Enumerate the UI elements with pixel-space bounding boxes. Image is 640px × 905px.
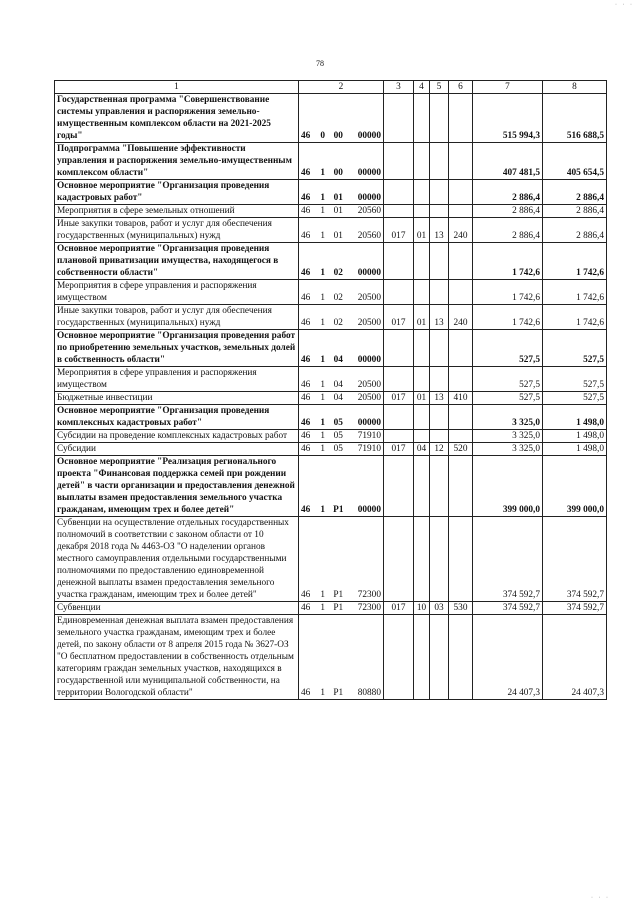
row-col4-cell: 01: [414, 218, 430, 243]
row-col5-cell: [430, 330, 449, 367]
code-parts: [301, 167, 381, 179]
row-col3-cell: [384, 430, 414, 443]
row-value-2021-cell: 374 592,7: [473, 517, 543, 602]
code-part: 46: [301, 444, 311, 454]
row-col3-cell: 017: [384, 392, 414, 405]
code-part: 00000: [357, 193, 381, 203]
row-col5-cell: [430, 94, 449, 143]
code-parts: [301, 443, 381, 455]
code-part: P1: [333, 688, 344, 698]
row-col6-cell: [449, 430, 473, 443]
row-value-2022-cell: 24 407,3: [543, 615, 607, 700]
row-code-cell: [299, 180, 384, 205]
row-col3-cell: [384, 330, 414, 367]
code-part: 72300: [357, 603, 381, 613]
code-parts: [301, 379, 381, 391]
code-part: 01: [333, 231, 343, 241]
row-col5-cell: 13: [430, 392, 449, 405]
row-name-cell: Субвенции на осуществление отдельных государственных полномочий в соответствии с законом области от 10 декабря 2018 года № 4463-ОЗ "О наделении органов местного самоуправления отдельными государственными полномочиями по предоставлению единовременной денежной выплаты взамен предоставления земельного участка гражданам, имеющим трех и более детей": [55, 517, 299, 602]
table-row: [55, 305, 607, 330]
code-part: 46: [301, 131, 311, 141]
code-part: 1: [320, 318, 325, 328]
code-parts: [301, 230, 381, 242]
row-name-cell: Подпрограмма "Повышение эффективности управления и распоряжения земельно-имущественным комплексом области": [55, 143, 299, 180]
code-part: 46: [301, 688, 311, 698]
row-code-cell: [299, 615, 384, 700]
code-part: 20500: [357, 293, 381, 303]
code-part: 00000: [357, 268, 381, 278]
header-cell: 6: [449, 81, 473, 94]
code-part: P1: [333, 603, 344, 613]
row-value-2021-cell: 527,5: [473, 367, 543, 392]
code-part: 46: [301, 206, 311, 216]
code-part: 02: [333, 293, 343, 303]
row-value-2021-cell: 374 592,7: [473, 602, 543, 615]
row-code-cell: [299, 205, 384, 218]
row-value-2021-cell: 3 325,0: [473, 430, 543, 443]
row-col4-cell: 01: [414, 392, 430, 405]
row-col4-cell: [414, 205, 430, 218]
row-code-cell: [299, 443, 384, 456]
table-row: [55, 443, 607, 456]
code-parts: [301, 192, 381, 204]
row-col4-cell: 04: [414, 443, 430, 456]
row-value-2021-cell: 3 325,0: [473, 405, 543, 430]
code-part: 1: [320, 590, 325, 600]
code-part: 04: [333, 355, 343, 365]
code-part: 1: [320, 688, 325, 698]
row-value-2021-cell: 1 742,6: [473, 305, 543, 330]
code-parts: [301, 602, 381, 614]
header-cell: 4: [414, 81, 430, 94]
row-value-2021-cell: 407 481,5: [473, 143, 543, 180]
row-col5-cell: [430, 243, 449, 280]
code-part: 1: [320, 168, 325, 178]
row-col6-cell: [449, 330, 473, 367]
table-row: [55, 615, 607, 700]
row-col6-cell: 410: [449, 392, 473, 405]
code-part: 46: [301, 168, 311, 178]
code-parts: [301, 267, 381, 279]
table-row: [55, 143, 607, 180]
row-value-2022-cell: 1 742,6: [543, 243, 607, 280]
code-part: 20500: [357, 318, 381, 328]
row-value-2022-cell: 1 498,0: [543, 443, 607, 456]
row-col6-cell: [449, 367, 473, 392]
code-part: 00000: [357, 131, 381, 141]
code-part: 46: [301, 431, 311, 441]
table-row: [55, 456, 607, 517]
row-name-cell: Основное мероприятие "Организация проведения работ по приобретению земельных участков, земельных долей в собственность области": [55, 330, 299, 367]
code-part: 20560: [357, 231, 381, 241]
row-col6-cell: 530: [449, 602, 473, 615]
row-col3-cell: [384, 615, 414, 700]
row-col3-cell: [384, 367, 414, 392]
header-cell: 5: [430, 81, 449, 94]
code-parts: [301, 417, 381, 429]
row-col4-cell: [414, 405, 430, 430]
row-value-2022-cell: 374 592,7: [543, 517, 607, 602]
row-code-cell: [299, 367, 384, 392]
row-value-2022-cell: 374 592,7: [543, 602, 607, 615]
code-part: 1: [320, 355, 325, 365]
code-parts: [301, 205, 381, 217]
code-parts: [301, 392, 381, 404]
row-col5-cell: [430, 180, 449, 205]
row-col4-cell: [414, 430, 430, 443]
row-value-2021-cell: 3 325,0: [473, 443, 543, 456]
code-parts: [301, 317, 381, 329]
code-part: 00000: [357, 418, 381, 428]
code-part: 1: [320, 444, 325, 454]
row-code-cell: [299, 218, 384, 243]
row-col5-cell: [430, 280, 449, 305]
row-col4-cell: [414, 143, 430, 180]
row-name-cell: Государственная программа "Совершенствование системы управления и распоряжения земельно-имущественным комплексом области на 2021-2025 годы": [55, 94, 299, 143]
code-part: 1: [320, 603, 325, 613]
code-parts: [301, 130, 381, 142]
row-name-cell: Субвенции: [55, 602, 299, 615]
row-col4-cell: [414, 330, 430, 367]
code-part: 01: [333, 193, 343, 203]
row-value-2021-cell: 1 742,6: [473, 280, 543, 305]
row-col4-cell: [414, 517, 430, 602]
corner-mark-bottom: · · ·: [591, 895, 610, 901]
row-code-cell: [299, 456, 384, 517]
row-col3-cell: 017: [384, 602, 414, 615]
row-value-2022-cell: 527,5: [543, 330, 607, 367]
code-part: 1: [320, 418, 325, 428]
row-name-cell: Иные закупки товаров, работ и услуг для обеспечения государственных (муниципальных) нужд: [55, 218, 299, 243]
code-part: 00000: [357, 355, 381, 365]
code-part: 02: [333, 318, 343, 328]
row-value-2022-cell: 527,5: [543, 367, 607, 392]
row-col6-cell: 520: [449, 443, 473, 456]
budget-table: [54, 80, 607, 700]
row-name-cell: Основное мероприятие "Реализация регионального проекта "Финансовая поддержка семей при рождении детей" в части организации и предоставления денежной выплаты взамен предоставления земельного участка гражданам, имеющим трех и более детей": [55, 456, 299, 517]
code-part: 1: [320, 268, 325, 278]
row-col3-cell: [384, 205, 414, 218]
table-row: [55, 180, 607, 205]
header-cell: 2: [299, 81, 384, 94]
code-part: 1: [320, 393, 325, 403]
row-code-cell: [299, 430, 384, 443]
row-col5-cell: [430, 143, 449, 180]
code-part: 71910: [357, 431, 381, 441]
code-part: 0: [320, 131, 325, 141]
table-body: [55, 81, 607, 700]
row-col4-cell: [414, 180, 430, 205]
code-part: 1: [320, 293, 325, 303]
row-value-2021-cell: 24 407,3: [473, 615, 543, 700]
row-col5-cell: [430, 205, 449, 218]
code-part: 01: [333, 206, 343, 216]
code-part: 1: [320, 231, 325, 241]
table-row: [55, 94, 607, 143]
row-col4-cell: [414, 280, 430, 305]
code-part: 05: [333, 431, 343, 441]
code-part: 46: [301, 355, 311, 365]
row-col5-cell: 12: [430, 443, 449, 456]
row-col5-cell: [430, 456, 449, 517]
row-value-2022-cell: 2 886,4: [543, 218, 607, 243]
header-cell: 1: [55, 81, 299, 94]
row-col4-cell: 01: [414, 305, 430, 330]
code-part: 46: [301, 590, 311, 600]
row-col6-cell: [449, 280, 473, 305]
row-name-cell: Иные закупки товаров, работ и услуг для обеспечения государственных (муниципальных) нужд: [55, 305, 299, 330]
row-code-cell: [299, 280, 384, 305]
table-row: [55, 392, 607, 405]
row-name-cell: Мероприятия в сфере управления и распоряжения имуществом: [55, 280, 299, 305]
code-part: 20500: [357, 393, 381, 403]
row-col4-cell: [414, 94, 430, 143]
table-row: [55, 430, 607, 443]
row-col6-cell: [449, 243, 473, 280]
row-col6-cell: [449, 517, 473, 602]
row-code-cell: [299, 143, 384, 180]
row-col3-cell: [384, 517, 414, 602]
row-col3-cell: [384, 456, 414, 517]
row-col5-cell: [430, 405, 449, 430]
row-col3-cell: 017: [384, 305, 414, 330]
code-part: 20500: [357, 380, 381, 390]
header-cell: 7: [473, 81, 543, 94]
table-row: [55, 205, 607, 218]
row-name-cell: Основное мероприятие "Организация проведения комплексных кадастровых работ": [55, 405, 299, 430]
row-col6-cell: [449, 180, 473, 205]
code-part: 20560: [357, 206, 381, 216]
header-row: [55, 81, 607, 94]
code-part: 46: [301, 293, 311, 303]
row-col5-cell: [430, 615, 449, 700]
row-code-cell: [299, 517, 384, 602]
code-part: 1: [320, 431, 325, 441]
row-col6-cell: 240: [449, 218, 473, 243]
code-part: 46: [301, 231, 311, 241]
row-value-2021-cell: 527,5: [473, 330, 543, 367]
row-value-2022-cell: 1 742,6: [543, 305, 607, 330]
code-part: 02: [333, 268, 343, 278]
code-part: P1: [333, 590, 344, 600]
code-part: 72300: [357, 590, 381, 600]
code-part: 1: [320, 505, 325, 515]
row-col6-cell: [449, 205, 473, 218]
code-parts: [301, 430, 381, 442]
code-part: 00000: [357, 505, 381, 515]
row-col6-cell: [449, 405, 473, 430]
row-col3-cell: [384, 280, 414, 305]
header-cell: 8: [543, 81, 607, 94]
code-part: 04: [333, 380, 343, 390]
code-part: 46: [301, 505, 311, 515]
row-col3-cell: 017: [384, 443, 414, 456]
row-col6-cell: 240: [449, 305, 473, 330]
row-col5-cell: 13: [430, 218, 449, 243]
row-code-cell: [299, 330, 384, 367]
code-parts: [301, 354, 381, 366]
code-part: 71910: [357, 444, 381, 454]
row-col3-cell: [384, 94, 414, 143]
row-value-2021-cell: 2 886,4: [473, 180, 543, 205]
code-parts: [301, 589, 381, 601]
row-col6-cell: [449, 94, 473, 143]
row-value-2022-cell: 516 688,5: [543, 94, 607, 143]
code-part: 46: [301, 418, 311, 428]
row-code-cell: [299, 305, 384, 330]
code-part: 1: [320, 206, 325, 216]
code-part: 46: [301, 603, 311, 613]
code-part: 1: [320, 193, 325, 203]
code-part: 46: [301, 318, 311, 328]
row-value-2021-cell: 515 994,3: [473, 94, 543, 143]
row-value-2021-cell: 2 886,4: [473, 218, 543, 243]
row-value-2021-cell: 2 886,4: [473, 205, 543, 218]
header-cell: 3: [384, 81, 414, 94]
row-name-cell: Субсидии: [55, 443, 299, 456]
row-col4-cell: [414, 243, 430, 280]
corner-mark-top: · · ·: [615, 2, 634, 8]
row-code-cell: [299, 405, 384, 430]
code-part: 80880: [357, 688, 381, 698]
row-col5-cell: 13: [430, 305, 449, 330]
code-part: 46: [301, 393, 311, 403]
row-value-2022-cell: 1 742,6: [543, 280, 607, 305]
row-value-2022-cell: 1 498,0: [543, 405, 607, 430]
row-name-cell: Единовременная денежная выплата взамен предоставления земельного участка гражданам, имеющим трех и более детей, по закону области от 8 апреля 2015 года № 3627-ОЗ "О бесплатном предоставлении в собственность отдельным категориям граждан земельных участков, находящихся в государственной или муниципальной собственности, на территории Вологодской области": [55, 615, 299, 700]
row-value-2022-cell: 405 654,5: [543, 143, 607, 180]
row-value-2021-cell: 1 742,6: [473, 243, 543, 280]
table-row: [55, 517, 607, 602]
row-col4-cell: [414, 456, 430, 517]
row-col6-cell: [449, 143, 473, 180]
row-name-cell: Основное мероприятие "Организация проведения кадастровых работ": [55, 180, 299, 205]
table-row: [55, 330, 607, 367]
code-part: P1: [333, 505, 344, 515]
row-col3-cell: [384, 143, 414, 180]
code-part: 1: [320, 380, 325, 390]
table-row: [55, 243, 607, 280]
row-col5-cell: [430, 430, 449, 443]
code-part: 46: [301, 268, 311, 278]
row-name-cell: Основное мероприятие "Организация проведения плановой приватизации имущества, находящегося в собственности области": [55, 243, 299, 280]
row-col3-cell: [384, 243, 414, 280]
row-col6-cell: [449, 456, 473, 517]
row-col3-cell: [384, 405, 414, 430]
row-col5-cell: [430, 367, 449, 392]
table-row: [55, 367, 607, 392]
row-code-cell: [299, 94, 384, 143]
row-col5-cell: 03: [430, 602, 449, 615]
code-parts: [301, 292, 381, 304]
code-part: 00000: [357, 168, 381, 178]
code-part: 04: [333, 393, 343, 403]
code-part: 05: [333, 418, 343, 428]
table-row: [55, 280, 607, 305]
row-col4-cell: [414, 615, 430, 700]
row-col5-cell: [430, 517, 449, 602]
row-value-2021-cell: 399 000,0: [473, 456, 543, 517]
code-part: 00: [333, 131, 343, 141]
row-col3-cell: 017: [384, 218, 414, 243]
row-name-cell: Субсидии на проведение комплексных кадастровых работ: [55, 430, 299, 443]
row-value-2022-cell: 527,5: [543, 392, 607, 405]
page-number: 78: [316, 59, 324, 68]
row-code-cell: [299, 243, 384, 280]
row-value-2022-cell: 399 000,0: [543, 456, 607, 517]
code-part: 46: [301, 380, 311, 390]
table-row: [55, 405, 607, 430]
code-part: 05: [333, 444, 343, 454]
table-row: [55, 218, 607, 243]
code-part: 00: [333, 168, 343, 178]
row-value-2021-cell: 527,5: [473, 392, 543, 405]
row-code-cell: [299, 602, 384, 615]
row-col3-cell: [384, 180, 414, 205]
row-col4-cell: [414, 367, 430, 392]
row-name-cell: Бюджетные инвестиции: [55, 392, 299, 405]
row-value-2022-cell: 2 886,4: [543, 205, 607, 218]
row-name-cell: Мероприятия в сфере земельных отношений: [55, 205, 299, 218]
row-col4-cell: 10: [414, 602, 430, 615]
code-parts: [301, 504, 381, 516]
code-part: 46: [301, 193, 311, 203]
row-code-cell: [299, 392, 384, 405]
table-row: [55, 602, 607, 615]
row-name-cell: Мероприятия в сфере управления и распоряжения имуществом: [55, 367, 299, 392]
row-value-2022-cell: 2 886,4: [543, 180, 607, 205]
row-value-2022-cell: 1 498,0: [543, 430, 607, 443]
code-parts: [301, 687, 381, 699]
row-col6-cell: [449, 615, 473, 700]
